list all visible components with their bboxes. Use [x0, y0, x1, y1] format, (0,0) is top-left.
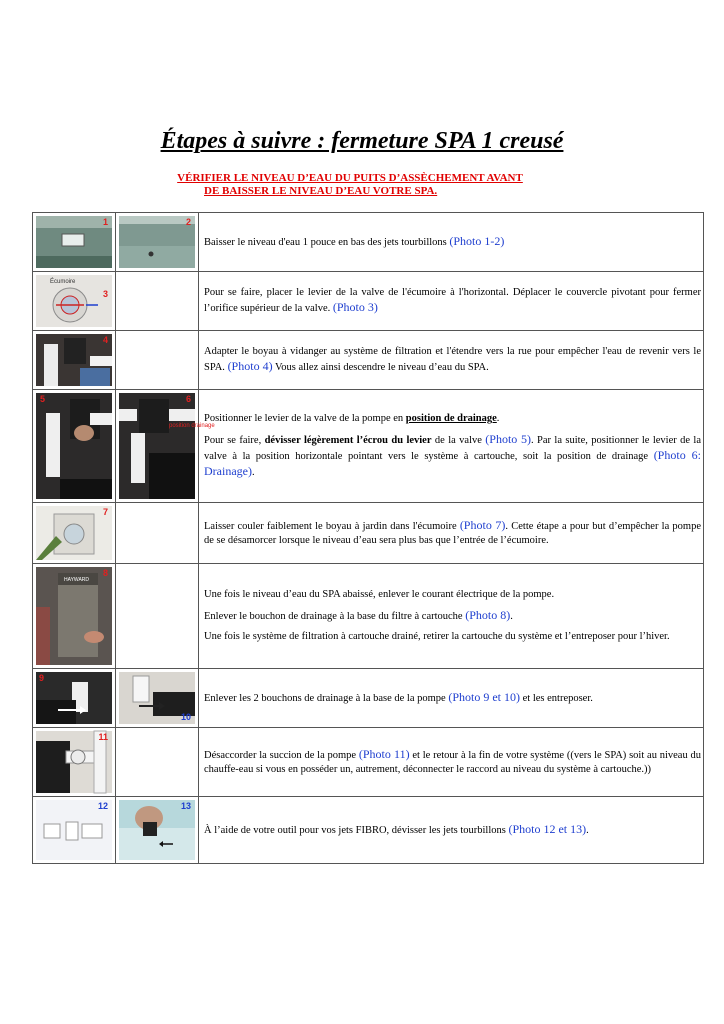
step-text-part: Adapter le boyau à vidanger au système de filtration et l'étendre vers la rue pour empêcher l'eau de revenir vers le SPA.	[204, 346, 701, 373]
table-row	[33, 213, 704, 272]
photo-cell	[33, 213, 116, 272]
step-text-part: . Cette étape a pour but d’empêcher la pompe de se désamorcer lorsque le niveau d’eau sera plus bas que l’entrée de l’écumoire.	[204, 521, 702, 546]
photo-6	[119, 393, 215, 499]
table-row	[33, 390, 704, 503]
photo-5	[36, 393, 112, 499]
photo-12	[36, 800, 112, 860]
photo-reference: (Photo 12 et 13)	[508, 822, 587, 836]
warning-line-2: DE BAISSER LE NIVEAU D’EAU VOTRE SPA.	[204, 185, 438, 197]
step-text-part: . Par la suite, positionner le levier de la valve à la position horizontale pointant vers le système à cartouche, soit la position de drainage	[204, 435, 701, 462]
step-text-part: Enlever les 2 bouchons de drainage à la base de la pompe	[204, 693, 449, 704]
photo-reference: (Photo 1-2)	[449, 234, 505, 248]
table-row	[33, 669, 704, 728]
photo-number: 1	[102, 217, 108, 227]
step-text-part: À l’aide de votre outil pour vos jets FIBRO, dévisser les jets tourbillons	[204, 825, 509, 836]
photo-7	[36, 506, 112, 560]
step-text-part: Baisser le niveau d'eau 1 pouce en bas des jets tourbillons	[204, 237, 450, 248]
step-text-emphasis: dévisser légèrement l’écrou du levier	[264, 435, 432, 446]
photo-4	[36, 334, 112, 386]
step-text	[199, 728, 704, 797]
photo-caption-text: position drainage	[169, 423, 215, 429]
step-paragraph	[204, 608, 701, 624]
empty-photo-cell	[116, 272, 199, 331]
step-text-part: Pour se faire, placer le levier de la valve de l'écumoire à l'horizontal. Déplacer le couvercle pivotant pour fermer l’orifice supérieur de la valve.	[204, 287, 701, 314]
step-text-part: Pour se faire,	[204, 435, 265, 446]
photo-caption-text: HAYWARD	[64, 577, 89, 583]
photo-number: 10	[180, 712, 191, 722]
warning-line-1: VÉRIFIER LE NIVEAU D’EAU DU PUITS D’ASSÈCHEMENT AVANT	[177, 172, 523, 184]
photo-3	[36, 275, 112, 327]
photo-number: 13	[180, 801, 191, 811]
photo-cell	[116, 797, 199, 864]
step-paragraph: Une fois le niveau d’eau du SPA abaissé, enlever le courant électrique de la pompe.	[204, 589, 555, 600]
empty-photo-cell	[116, 564, 199, 669]
step-text	[199, 272, 704, 331]
photo-reference: (Photo 6: Drainage)	[204, 448, 701, 478]
photo-cell	[116, 390, 215, 503]
table-row	[33, 728, 704, 797]
step-text-part: .	[510, 611, 513, 622]
empty-photo-cell	[116, 503, 199, 564]
photo-number: 5	[40, 394, 46, 404]
page-title: Étapes à suivre : fermeture SPA 1 creusé	[160, 128, 564, 154]
step-text-emphasis: position de drainage	[405, 413, 497, 424]
step-text	[199, 564, 704, 669]
step-text	[199, 797, 704, 864]
step-text-part: Vous allez ainsi descendre le niveau d’eau du SPA.	[272, 362, 489, 373]
step-text	[199, 503, 704, 564]
step-text	[199, 390, 704, 503]
photo-reference: (Photo 5)	[485, 432, 532, 446]
step-text	[199, 669, 704, 728]
photo-caption-text: Écumoire	[50, 279, 76, 285]
photo-9	[36, 672, 112, 724]
photo-10	[119, 672, 195, 724]
photo-reference: (Photo 4)	[227, 359, 273, 373]
steps-table	[32, 212, 704, 864]
step-text-part: et les entreposer.	[520, 693, 593, 704]
photo-number: 7	[102, 507, 108, 517]
step-text-part: .	[496, 413, 500, 424]
photo-reference: (Photo 7)	[459, 518, 506, 532]
step-text-part: Désaccorder la succion de la pompe	[204, 750, 359, 761]
photo-number: 3	[102, 289, 108, 299]
step-paragraph: Une fois le système de filtration à cartouche drainé, retirer la cartouche du système et l’entreposer pour l’hiver.	[204, 631, 670, 642]
step-text-part: Laisser couler faiblement le boyau à jardin dans l'écumoire	[204, 521, 460, 532]
photo-cell	[33, 331, 116, 390]
photo-cell	[33, 669, 116, 728]
step-text-part: .	[586, 825, 589, 836]
photo-number: 4	[102, 335, 108, 345]
photo-1	[36, 216, 112, 268]
empty-photo-cell	[116, 331, 199, 390]
photo-13	[119, 800, 195, 860]
photo-reference: (Photo 11)	[358, 747, 410, 761]
photo-reference: (Photo 3)	[332, 300, 378, 314]
step-text-part: Enlever le bouchon de drainage à la base du filtre à cartouche	[204, 611, 466, 622]
table-row	[33, 797, 704, 864]
photo-cell	[33, 272, 116, 331]
photo-number: 12	[97, 801, 108, 811]
step-text	[199, 331, 704, 390]
photo-cell	[116, 669, 199, 728]
photo-cell	[33, 728, 116, 797]
photo-8	[36, 567, 112, 665]
photo-cell	[116, 213, 199, 272]
table-row	[33, 272, 704, 331]
photo-reference: (Photo 9 et 10)	[448, 690, 520, 704]
photo-cell	[33, 564, 116, 669]
photo-cell	[33, 797, 116, 864]
photo-number: 9	[39, 673, 45, 683]
step-text	[199, 213, 704, 272]
step-text-part: Positionner le levier de la valve de la pompe en	[204, 413, 406, 424]
photo-reference: (Photo 8)	[465, 608, 511, 622]
photo-number: 8	[102, 568, 108, 578]
table-row	[33, 503, 704, 564]
table-row	[33, 331, 704, 390]
photo-cell	[33, 390, 116, 503]
photo-number: 6	[185, 394, 191, 404]
photo-number: 2	[185, 217, 191, 227]
photo-cell	[33, 503, 116, 564]
step-text-part: et le retour à la fin de votre système ((vers le SPA) soit au niveau du chauffe-eau si vous en posséder un, autrement, déconnecter le raccord au niveau du système à cartouche.))	[204, 750, 701, 775]
photo-11	[36, 731, 112, 793]
step-paragraph	[204, 432, 701, 480]
step-text-part: de la valve	[431, 435, 486, 446]
photo-2	[119, 216, 195, 268]
photo-number: 11	[98, 732, 108, 742]
step-text-part: .	[251, 467, 255, 478]
table-row	[33, 564, 704, 669]
empty-photo-cell	[116, 728, 199, 797]
step-paragraph	[204, 412, 701, 426]
